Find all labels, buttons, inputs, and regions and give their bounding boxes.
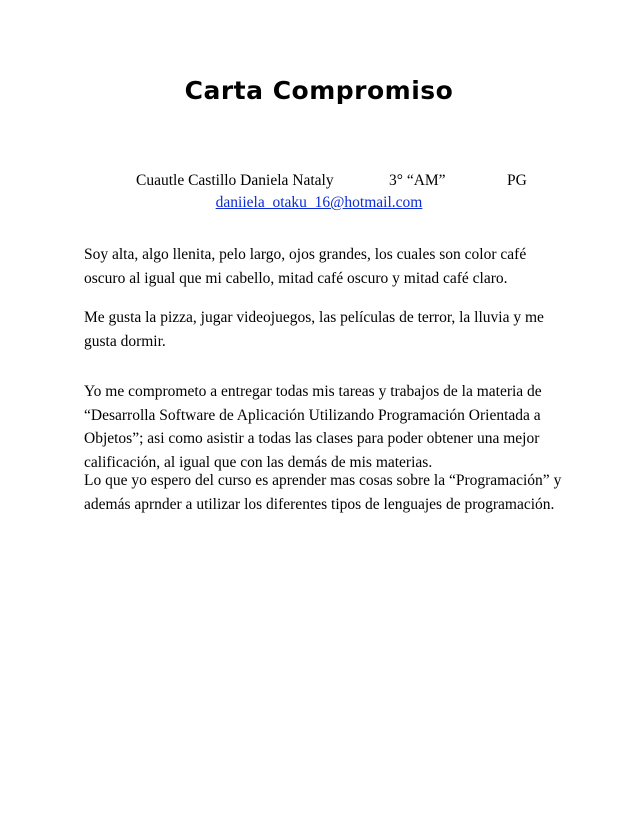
email-line — [0, 193, 638, 213]
email-link[interactable]: daniiela_otaku_16@hotmail.com — [215, 194, 423, 211]
student-shift: PG — [507, 172, 527, 189]
paragraph-expectations: Lo que yo espero del curso es aprender mas cosas sobre la “Programación” y además aprnder a utilizar los diferentes tipos de lenguajes de programación. — [84, 472, 562, 513]
student-group: 3° “AM” — [389, 172, 446, 189]
paragraph-description: Soy alta, algo llenita, pelo largo, ojos grandes, los cuales son color café oscuro al igual que mi cabello, mitad café oscuro y mitad café claro. — [84, 246, 527, 287]
document-title: Carta Compromiso — [184, 76, 454, 105]
paragraph-likes: Me gusta la pizza, jugar videojuegos, las películas de terror, la lluvia y me gusta dormir. — [84, 309, 544, 350]
paragraph-commitment: Yo me comprometo a entregar todas mis tareas y trabajos de la materia de “Desarrolla Software de Aplicación Utilizando Programación Orientada a Objetos”; asi como asistir a todas las clases para poder obtener una mejor calificación, al igual que con las demás de mis materias. — [84, 383, 542, 471]
student-name: Cuautle Castillo Daniela Nataly — [136, 172, 334, 189]
